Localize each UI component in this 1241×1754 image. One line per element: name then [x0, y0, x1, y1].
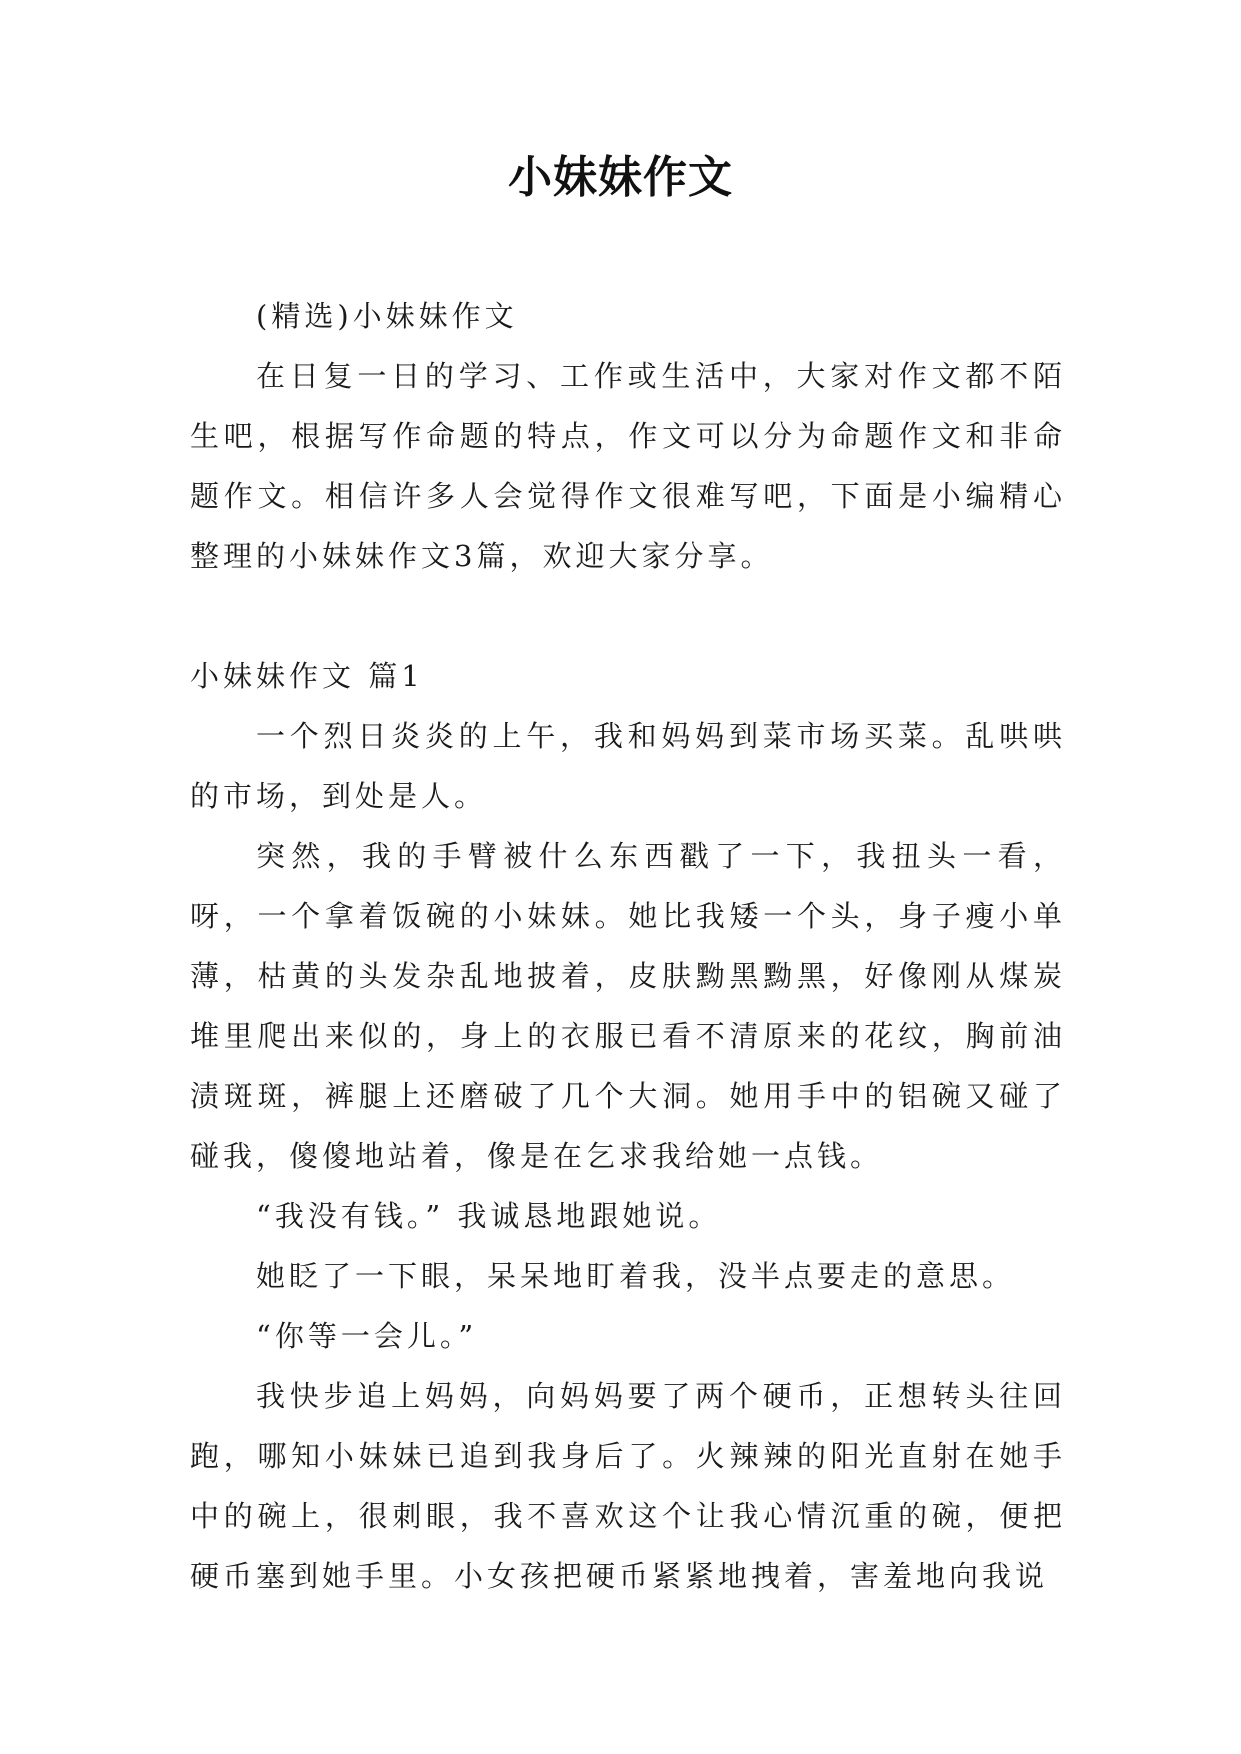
body-paragraph: “你等一会儿。”	[256, 1319, 478, 1353]
body-paragraph: “我没有钱。” 我诚恳地跟她说。	[256, 1199, 722, 1233]
document-body	[190, 286, 1066, 1606]
section-heading: 小妹妹作文 篇1	[190, 659, 424, 693]
body-paragraph: 突然，我的手臂被什么东西戳了一下，我扭头一看，呀，一个拿着饭碗的小妹妹。她比我矮一个头，身子瘦小单薄，枯黄的头发杂乱地披着，皮肤黝黑黝黑，好像刚从煤炭堆里爬出来似的，身上的衣服已看不清原来的花纹，胸前油渍斑斑，裤腿上还磨破了几个大洞。她用手中的铝碗又碰了碰我，傻傻地站着，像是在乞求我给她一点钱。	[190, 839, 1066, 1173]
intro-paragraph: 在日复一日的学习、工作或生活中，大家对作文都不陌生吧，根据写作命题的特点，作文可以分为命题作文和非命题作文。相信许多人会觉得作文很难写吧，下面是小编精心整理的小妹妹作文3篇，欢迎大家分享。	[190, 359, 1066, 573]
body-paragraph: 她眨了一下眼，呆呆地盯着我，没半点要走的意思。	[256, 1259, 1016, 1293]
intro-heading: (精选)小妹妹作文	[256, 299, 518, 333]
body-paragraph: 一个烈日炎炎的上午，我和妈妈到菜市场买菜。乱哄哄的市场，到处是人。	[190, 719, 1066, 813]
body-paragraph: 我快步追上妈妈，向妈妈要了两个硬币，正想转头往回跑，哪知小妹妹已追到我身后了。火辣辣的阳光直射在她手中的碗上，很刺眼，我不喜欢这个让我心情沉重的碗，便把硬币塞到她手里。小女孩把硬币紧紧地拽着，害羞地向我说	[190, 1379, 1066, 1593]
document-title: 小妹妹作文	[508, 152, 733, 203]
